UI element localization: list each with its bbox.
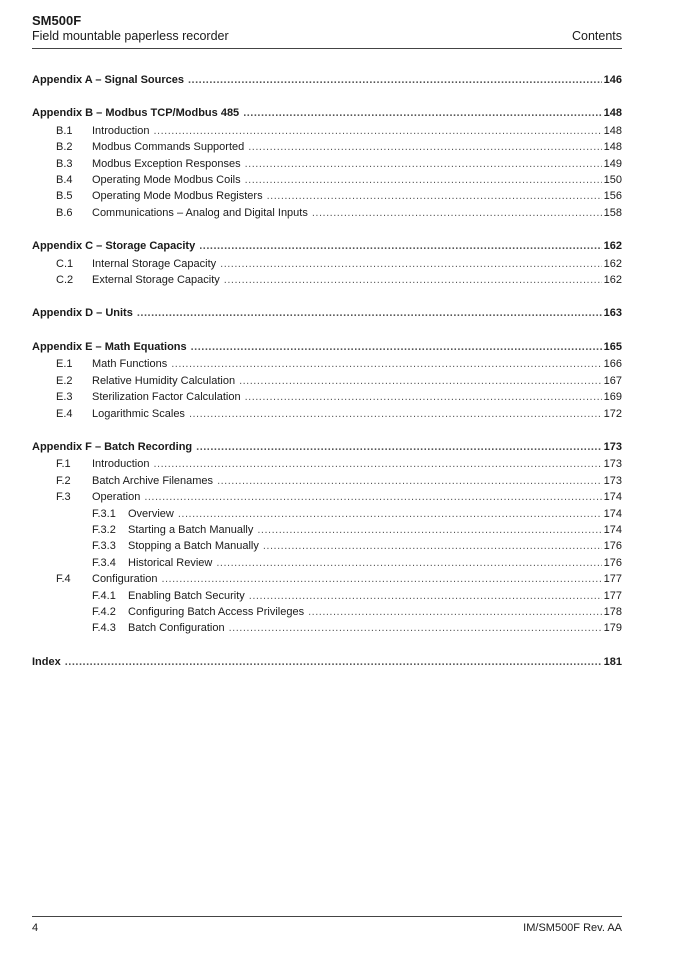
toc-leader-dots [248,139,601,155]
toc-section-number: E.2 [56,374,73,387]
toc-section-number: F.4.2 [92,605,116,618]
toc-entry-label: Operating Mode Modbus Registers [92,190,263,203]
toc-subsection-entry[interactable] [32,538,622,554]
toc-section-number: F.1 [56,458,71,471]
toc-leader-dots [161,571,601,587]
toc-leader-dots [239,373,602,389]
toc-page-number: 172 [603,407,622,420]
toc-page-number: 162 [603,240,622,253]
toc-entry-label: External Storage Capacity [92,274,220,287]
toc-page-number: 174 [603,523,622,536]
toc-appendix-entry[interactable] [32,654,622,670]
toc-page-number: 181 [603,655,622,668]
toc-group [32,654,622,670]
toc-section-number: F.4.3 [92,622,116,635]
toc-subsection-entry[interactable] [32,555,622,571]
toc-page-number: 148 [603,124,622,137]
toc-entry-label: Appendix F – Batch Recording [32,440,193,453]
toc-section-number: F.4.1 [92,589,116,602]
toc-appendix-entry[interactable] [32,72,622,88]
toc-page-number: 177 [603,573,622,586]
toc-entry-label: Configuration [92,573,158,586]
toc-section-entry[interactable] [32,188,622,204]
toc-entry-label: Introduction [92,458,150,471]
toc-section-entry[interactable] [32,256,622,272]
toc-group [32,305,622,321]
toc-entry-label: Overview [128,507,174,520]
toc-page-number: 179 [603,622,622,635]
toc-entry-label: Modbus Exception Responses [92,157,241,170]
document-subtitle: Field mountable paperless recorder [32,29,229,43]
toc-leader-dots [220,256,602,272]
toc-page-number: 158 [603,206,622,219]
toc-section-number: E.1 [56,358,73,371]
toc-appendix-entry[interactable] [32,439,622,455]
toc-section-entry[interactable] [32,123,622,139]
toc-leader-dots [153,123,601,139]
toc-group [32,238,622,288]
toc-entry-label: Batch Configuration [128,622,225,635]
toc-leader-dots [267,188,602,204]
toc-leader-dots [189,406,602,422]
toc-leader-dots [65,654,602,670]
toc-page-number: 149 [603,157,622,170]
document-reference: IM/SM500F Rev. AA [523,922,622,934]
toc-leader-dots [243,105,601,121]
toc-entry-label: Relative Humidity Calculation [92,374,236,387]
toc-entry-label: Appendix B – Modbus TCP/Modbus 485 [32,107,240,120]
toc-section-number: F.4 [56,573,71,586]
toc-entry-label: Historical Review [128,556,213,569]
toc-page-number: 176 [603,556,622,569]
toc-page-number: 166 [603,358,622,371]
toc-page-number: 148 [603,141,622,154]
toc-entry-label: Appendix A – Signal Sources [32,74,184,86]
toc-group [32,105,622,221]
toc-entry-label: Introduction [92,124,150,137]
toc-page-number: 162 [603,274,622,287]
toc-entry-label: Configuring Batch Access Privileges [128,605,305,618]
page-header [32,13,622,44]
toc-leader-dots [137,305,602,321]
toc-leader-dots [245,389,602,405]
document-title: SM500F [32,13,82,28]
toc-section-number: F.3.4 [92,556,116,569]
toc-subsection-entry[interactable] [32,522,622,538]
toc-entry-label: Communications – Analog and Digital Inputs [92,206,308,219]
toc-entry-label: Operation [92,491,141,504]
toc-entry-label: Appendix D – Units [32,307,133,320]
toc-subsection-entry[interactable] [32,620,622,636]
toc-section-entry[interactable] [32,389,622,405]
toc-page-number: 176 [603,540,622,553]
toc-section-entry[interactable] [32,156,622,172]
toc-leader-dots [171,356,601,372]
toc-appendix-entry[interactable] [32,105,622,121]
toc-leader-dots [144,489,601,505]
toc-appendix-entry[interactable] [32,305,622,321]
toc-page-number: 169 [603,391,622,404]
toc-group [32,439,622,637]
toc-page-number: 165 [603,340,622,353]
toc-leader-dots [263,538,602,554]
toc-entry-label: Stopping a Batch Manually [128,540,259,553]
toc-section-entry[interactable] [32,456,622,472]
page-footer [32,922,622,934]
toc-entry-label: Internal Storage Capacity [92,257,217,270]
toc-section-entry[interactable] [32,406,622,422]
toc-leader-dots [178,506,602,522]
toc-section-number: F.3.3 [92,540,116,553]
toc-leader-dots [312,205,602,221]
toc-section-number: F.3.2 [92,523,116,536]
toc-section-entry[interactable] [32,272,622,288]
toc-page-number: 173 [603,458,622,471]
toc-section-number: F.2 [56,474,71,487]
toc-leader-dots [199,238,601,254]
toc-leader-dots [224,272,602,288]
toc-leader-dots [191,339,602,355]
footer-divider [32,916,622,917]
toc-page-number: 174 [603,491,622,504]
toc-leader-dots [216,555,601,571]
toc-section-number: B.1 [56,124,73,137]
toc-section-number: F.3 [56,491,71,504]
toc-section-entry[interactable] [32,205,622,221]
toc-entry-label: Appendix C – Storage Capacity [32,240,196,253]
toc-page-number: 162 [603,257,622,270]
toc-section-number: B.6 [56,206,73,219]
toc-group [32,339,622,422]
toc-section-number: E.4 [56,407,73,420]
toc-leader-dots [249,588,602,604]
toc-section-number: B.4 [56,174,73,187]
toc-section-entry[interactable] [32,571,622,587]
toc-section-number: E.3 [56,391,73,404]
toc-entry-label: Operating Mode Modbus Coils [92,174,241,187]
toc-entry-label: Appendix E – Math Equations [32,340,187,353]
toc-subsection-entry[interactable] [32,588,622,604]
header-row [32,29,622,44]
toc-leader-dots [196,439,602,455]
toc-section-entry[interactable] [32,373,622,389]
toc-page-number: 148 [603,107,622,120]
toc-section-entry[interactable] [32,356,622,372]
toc-leader-dots [245,172,602,188]
toc-entry-label: Enabling Batch Security [128,589,245,602]
toc-entry-label: Math Functions [92,358,168,371]
toc-section-number: C.1 [56,257,74,270]
toc-page-number: 173 [603,440,622,453]
toc-section-entry[interactable] [32,473,622,489]
section-name: Contents [571,29,622,43]
toc-entry-label: Sterilization Factor Calculation [92,391,241,404]
toc-section-entry[interactable] [32,489,622,505]
toc-page-number: 167 [603,374,622,387]
toc-page-number: 178 [603,605,622,618]
toc-entry-label: Modbus Commands Supported [92,141,245,154]
toc-page-number: 150 [603,174,622,187]
toc-leader-dots [257,522,601,538]
toc-section-number: F.3.1 [92,507,116,520]
toc-page-number: 174 [603,507,622,520]
table-of-contents [32,72,622,687]
toc-entry-label: Logarithmic Scales [92,407,185,420]
toc-entry-label: Starting a Batch Manually [128,523,254,536]
toc-entry-label: Batch Archive Filenames [92,474,214,487]
toc-section-entry[interactable] [32,139,622,155]
toc-leader-dots [188,72,602,88]
toc-section-entry[interactable] [32,172,622,188]
header-divider [32,48,622,49]
toc-leader-dots [245,156,602,172]
toc-appendix-entry[interactable] [32,238,622,254]
toc-subsection-entry[interactable] [32,506,622,522]
toc-page-number: 146 [603,74,622,86]
toc-page-number: 156 [603,190,622,203]
toc-section-number: B.5 [56,190,73,203]
toc-group [32,72,622,88]
toc-subsection-entry[interactable] [32,604,622,620]
toc-section-number: B.3 [56,157,73,170]
toc-page-number: 173 [603,474,622,487]
toc-leader-dots [308,604,602,620]
toc-page-number: 177 [603,589,622,602]
toc-leader-dots [153,456,601,472]
toc-page-number: 163 [603,307,622,320]
toc-section-number: B.2 [56,141,73,154]
toc-appendix-entry[interactable] [32,339,622,355]
toc-section-number: C.2 [56,274,74,287]
toc-leader-dots [229,620,602,636]
toc-entry-label: Index [32,655,61,668]
toc-leader-dots [217,473,602,489]
page-number: 4 [32,922,39,934]
